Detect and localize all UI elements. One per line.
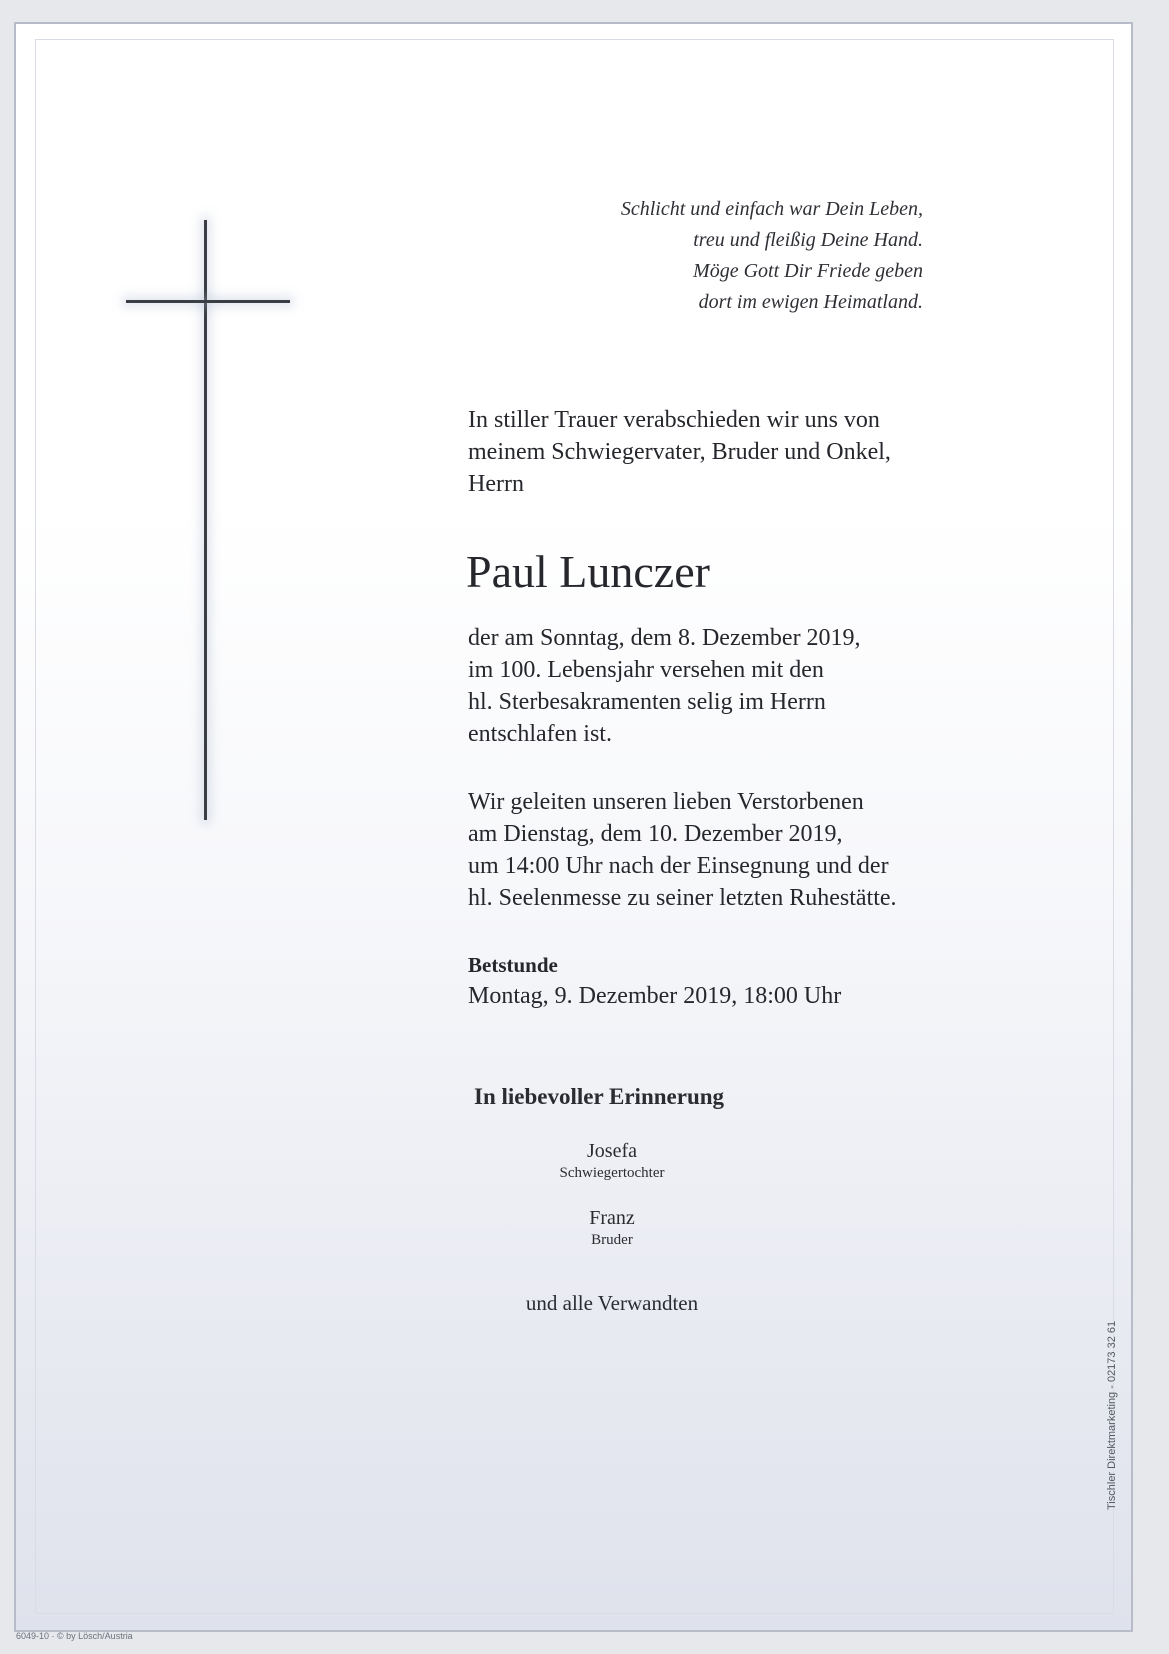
mourner-name: Josefa	[587, 1140, 637, 1162]
poem-line: treu und fleißig Deine Hand.	[693, 229, 923, 251]
death-notice	[468, 622, 861, 750]
death-line: der am Sonntag, dem 8. Dezember 2019,	[468, 625, 861, 651]
funeral-line: hl. Seelenmesse zu seiner letzten Ruhestätte.	[468, 885, 897, 911]
mourner-name: Franz	[589, 1207, 635, 1229]
memory-title: In liebevoller Erinnerung	[474, 1084, 725, 1109]
deceased-name: Paul Lunczer	[466, 546, 710, 597]
print-credit: Tischler Direktmarketing - 02173 32 61	[1106, 1320, 1118, 1510]
funeral-line: um 14:00 Uhr nach der Einsegnung und der	[468, 853, 889, 879]
mourner-relation: Schwiegertochter	[559, 1165, 665, 1181]
intro-line: meinem Schwiegervater, Bruder und Onkel,	[468, 439, 891, 465]
poem	[621, 194, 923, 318]
cross-horizontal-bar	[126, 300, 290, 303]
mourner-relation: Bruder	[591, 1232, 633, 1248]
cross-icon	[108, 200, 308, 840]
prayer-hour	[468, 950, 841, 1012]
poem-line: Möge Gott Dir Friede geben	[693, 260, 923, 282]
poem-line: Schlicht und einfach war Dein Leben,	[620, 198, 923, 220]
intro-text	[468, 404, 891, 500]
funeral-line: Wir geleiten unseren lieben Verstorbenen	[468, 789, 864, 815]
funeral-notice	[468, 786, 897, 914]
prayer-datetime: Montag, 9. Dezember 2019, 18:00 Uhr	[468, 983, 842, 1009]
funeral-line: am Dienstag, dem 10. Dezember 2019,	[468, 821, 843, 847]
poem-line: dort im ewigen Heimatland.	[698, 291, 923, 313]
mourner-entry	[512, 1138, 712, 1182]
death-line: im 100. Lebensjahr versehen mit den	[468, 657, 824, 683]
cross-vertical-bar	[204, 220, 207, 820]
footer-code: 6049-10 · © by Lösch/Austria	[16, 1631, 133, 1641]
death-line: entschlafen ist.	[468, 721, 612, 747]
intro-line: Herrn	[468, 471, 524, 497]
relatives-line: und alle Verwandten	[525, 1291, 699, 1315]
mourner-entry	[512, 1205, 712, 1249]
intro-line: In stiller Trauer verabschieden wir uns von	[468, 407, 880, 433]
prayer-title: Betstunde	[468, 953, 558, 977]
death-line: hl. Sterbesakramenten selig im Herrn	[468, 689, 826, 715]
